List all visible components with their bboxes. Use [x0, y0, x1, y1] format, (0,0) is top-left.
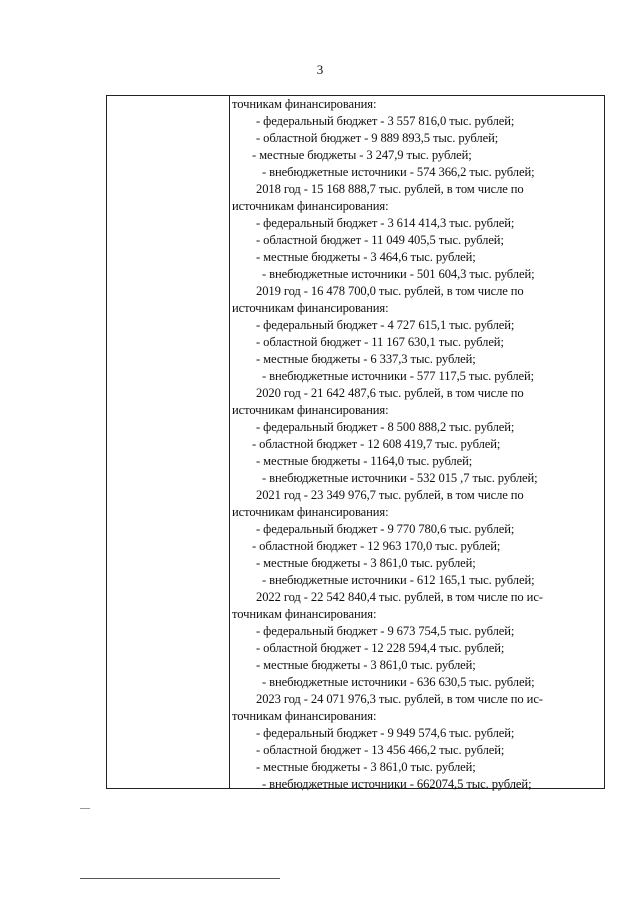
text-line: - местные бюджеты - 6 337,3 тыс. рублей;: [256, 352, 476, 366]
text-line: - местные бюджеты - 3 861,0 тыс. рублей;: [256, 658, 476, 672]
text-line: 2023 год - 24 071 976,3 тыс. рублей, в том числе по ис-: [256, 692, 543, 706]
text-line: точникам финансирования:: [232, 97, 377, 111]
text-line: - федеральный бюджет - 9 949 574,6 тыс. рублей;: [256, 726, 515, 740]
financing-text-cell: [232, 96, 604, 793]
text-line: - областной бюджет - 9 889 893,5 тыс. рублей;: [256, 131, 499, 145]
text-line: - местные бюджеты - 3 861,0 тыс. рублей;: [256, 760, 476, 774]
text-line: - федеральный бюджет - 3 557 816,0 тыс. рублей;: [256, 114, 515, 128]
text-line: 2022 год - 22 542 840,4 тыс. рублей, в том числе по ис-: [256, 590, 543, 604]
text-line: - внебюджетные источники - 612 165,1 тыс. рублей;: [262, 573, 535, 587]
text-line: - федеральный бюджет - 3 614 414,3 тыс. рублей;: [256, 216, 515, 230]
text-line: - областной бюджет - 11 049 405,5 тыс. рублей;: [256, 233, 504, 247]
text-line: 2020 год - 21 642 487,6 тыс. рублей, в том числе по: [256, 386, 524, 400]
text-line: - местные бюджеты - 3 861,0 тыс. рублей;: [256, 556, 476, 570]
text-line: источникам финансирования:: [232, 505, 389, 519]
text-line: - внебюджетные источники - 501 604,3 тыс. рублей;: [262, 267, 535, 281]
text-line: 2018 год - 15 168 888,7 тыс. рублей, в том числе по: [256, 182, 524, 196]
text-line: - внебюджетные источники - 636 630,5 тыс. рублей;: [262, 675, 535, 689]
text-line: - федеральный бюджет - 8 500 888,2 тыс. рублей;: [256, 420, 515, 434]
text-line: - внебюджетные источники - 532 015 ,7 тыс. рублей;: [262, 471, 538, 485]
text-line: - областной бюджет - 13 456 466,2 тыс. рублей;: [256, 743, 505, 757]
text-line: - областной бюджет - 12 228 594,4 тыс. рублей;: [256, 641, 505, 655]
text-line: - областной бюджет - 12 608 419,7 тыс. рублей;: [252, 437, 501, 451]
page-number: 3: [316, 62, 324, 77]
text-line: - внебюджетные источники - 574 366,2 тыс. рублей;: [262, 165, 535, 179]
footer-rule: [80, 878, 280, 879]
column-divider: [229, 95, 230, 789]
text-line: - федеральный бюджет - 9 770 780,6 тыс. рублей;: [256, 522, 515, 536]
text-line: - внебюджетные источники - 577 117,5 тыс. рублей;: [262, 369, 535, 383]
text-line: 2019 год - 16 478 700,0 тыс. рублей, в том числе по: [256, 284, 524, 298]
text-line: источникам финансирования:: [232, 199, 389, 213]
text-line: - областной бюджет - 12 963 170,0 тыс. рублей;: [252, 539, 501, 553]
text-line: - местные бюджеты - 3 464,6 тыс. рублей;: [256, 250, 476, 264]
text-line: точникам финансирования:: [232, 709, 377, 723]
text-line: точникам финансирования:: [232, 607, 377, 621]
text-line: - областной бюджет - 11 167 630,1 тыс. рублей;: [256, 335, 504, 349]
text-line: - внебюджетные источники - 662074,5 тыс. рублей;: [262, 777, 532, 791]
text-line: источникам финансирования:: [232, 301, 389, 315]
text-line: источникам финансирования:: [232, 403, 389, 417]
text-line: - федеральный бюджет - 9 673 754,5 тыс. рублей;: [256, 624, 515, 638]
text-line: - местные бюджеты - 3 247,9 тыс. рублей;: [252, 148, 472, 162]
footnote-mark: [80, 808, 90, 809]
text-line: 2021 год - 23 349 976,7 тыс. рублей, в том числе по: [256, 488, 524, 502]
text-line: - федеральный бюджет - 4 727 615,1 тыс. рублей;: [256, 318, 515, 332]
text-line: - местные бюджеты - 1164,0 тыс. рублей;: [256, 454, 473, 468]
